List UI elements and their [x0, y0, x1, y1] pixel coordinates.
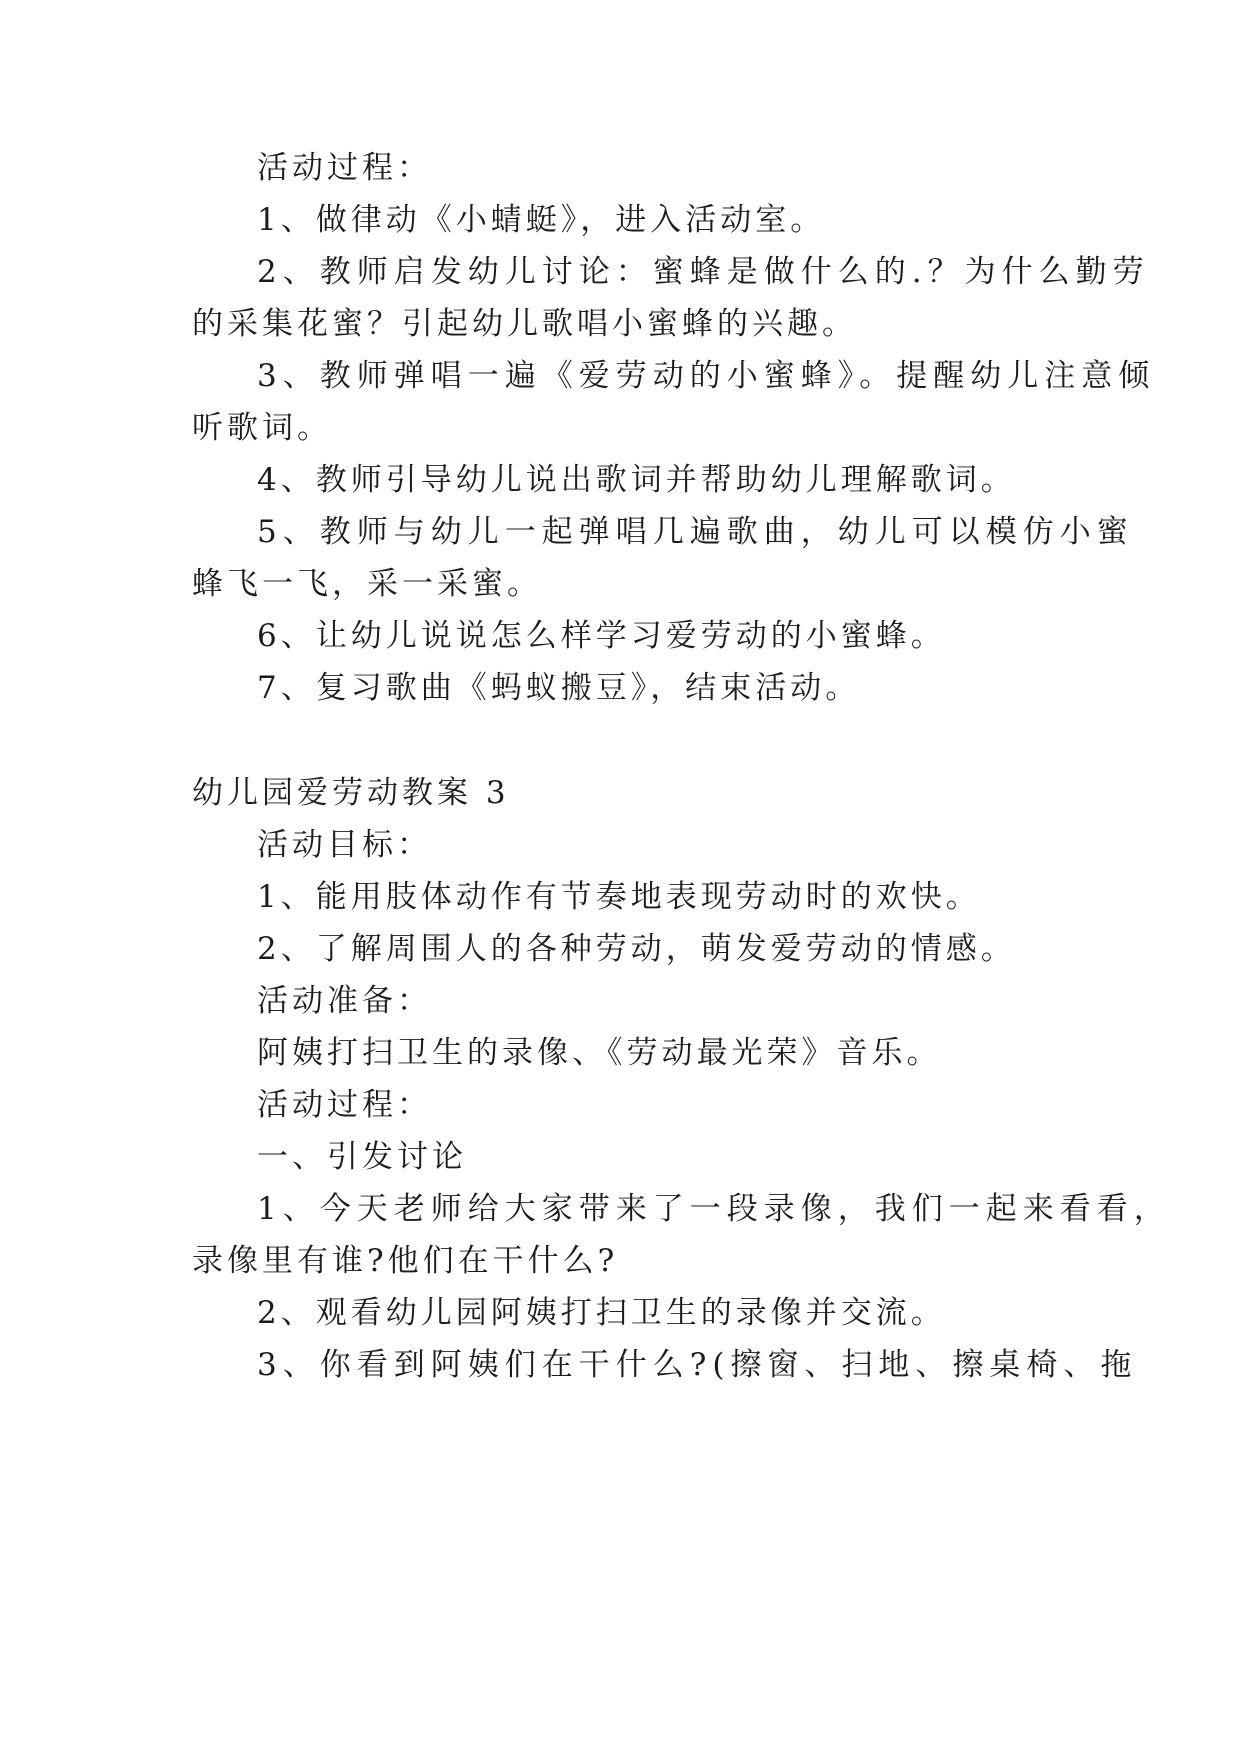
step-5-line-1: 5、教师与幼儿一起弹唱几遍歌曲，幼儿可以模仿小蜜 [257, 514, 1134, 550]
paragraph-1-line-2: 录像里有谁?他们在干什么? [192, 1243, 619, 1279]
goal-2: 2、了解周围人的各种劳动，萌发爱劳动的情感。 [257, 931, 1016, 967]
step-7: 7、复习歌曲《蚂蚁搬豆》，结束活动。 [257, 670, 861, 706]
step-3-line-2: 听歌词。 [192, 410, 332, 446]
prep-label: 活动准备： [257, 983, 432, 1019]
paragraph-2: 2、观看幼儿园阿姨打扫卫生的录像并交流。 [257, 1295, 946, 1331]
step-1: 1、做律动《小蜻蜓》，进入活动室。 [257, 202, 826, 238]
part-1-title: 一、引发讨论 [257, 1139, 467, 1175]
paragraph-1-line-1: 1、今天老师给大家带来了一段录像，我们一起来看看， [257, 1191, 1171, 1227]
goal-label: 活动目标： [257, 827, 432, 863]
step-4: 4、教师引导幼儿说出歌词并帮助幼儿理解歌词。 [257, 462, 1016, 498]
process-label-3: 活动过程： [257, 1087, 432, 1123]
step-2-line-2: 的采集花蜜？引起幼儿歌唱小蜜蜂的兴趣。 [192, 306, 857, 342]
step-3-line-1: 3、教师弹唱一遍《爱劳动的小蜜蜂》。提醒幼儿注意倾 [257, 358, 1156, 394]
step-6: 6、让幼儿说说怎么样学习爱劳动的小蜜蜂。 [257, 618, 946, 654]
step-2-line-1: 2、教师启发幼儿讨论：蜜蜂是做什么的.？为什么勤劳 [257, 254, 1150, 290]
goal-1: 1、能用肢体动作有节奏地表现劳动时的欢快。 [257, 879, 981, 915]
paragraph-3-line-1: 3、你看到阿姨们在干什么?(擦窗、扫地、擦桌椅、拖 [257, 1347, 1138, 1383]
process-label: 活动过程： [257, 150, 432, 186]
step-5-line-2: 蜂飞一飞，采一采蜜。 [192, 566, 542, 602]
section-title: 幼儿园爱劳动教案 3 [192, 775, 510, 811]
prep-text: 阿姨打扫卫生的录像、《劳动最光荣》音乐。 [257, 1035, 942, 1071]
